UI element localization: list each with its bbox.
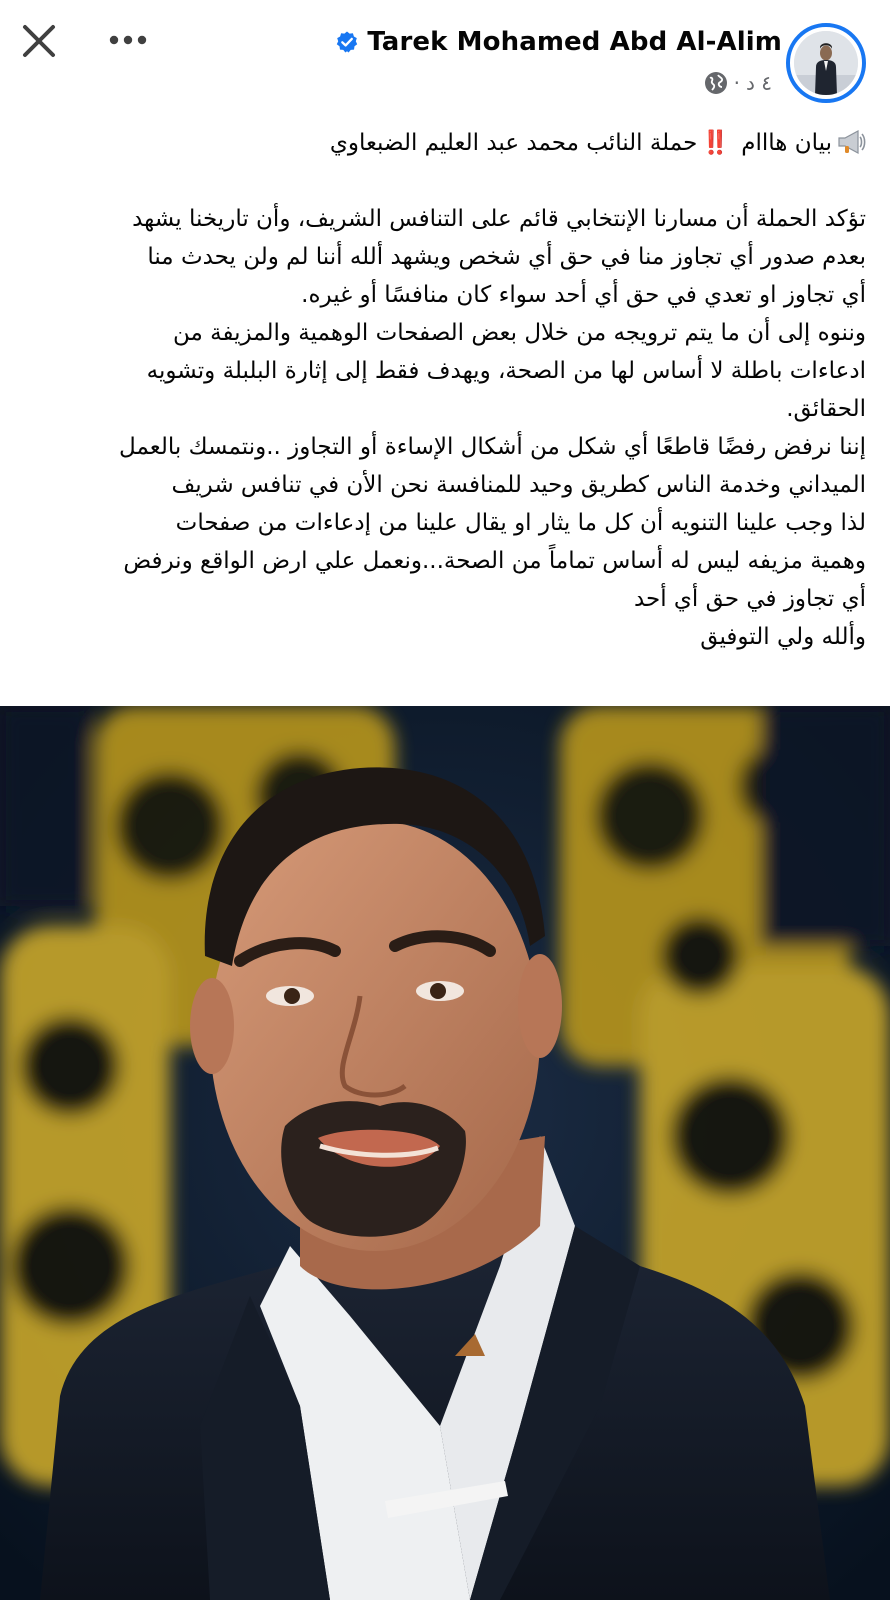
megaphone-icon bbox=[836, 128, 866, 156]
avatar-photo bbox=[794, 31, 858, 95]
globe-icon bbox=[704, 71, 728, 95]
post-line: أي تجاوز في حق أي أحد bbox=[633, 586, 866, 612]
post-body bbox=[22, 124, 866, 656]
close-button[interactable] bbox=[20, 22, 58, 60]
verified-badge-icon bbox=[335, 30, 359, 54]
post-line: إننا نرفض رفضًا قاطعًا أي شكل من أشكال الإساءة أو التجاوز ..ونتمسك بالعمل bbox=[119, 434, 866, 460]
post-line: ادعاءات باطلة لا أساس لها من الصحة، ويهدف فقط إلى إثارة البلبلة وتشويه bbox=[146, 358, 866, 384]
post-line: وهمية مزيفه ليس له أساس تماماً من الصحة...ونعمل علي ارض الواقع ونرفض bbox=[123, 548, 866, 574]
title-prefix: بيان هااام bbox=[741, 130, 832, 156]
post-meta bbox=[704, 68, 772, 98]
more-options-button[interactable] bbox=[108, 24, 152, 56]
post-line: وننوه إلى أن ما يتم ترويجه من خلال بعض الصفحات الوهمية والمزيفة من bbox=[172, 320, 866, 346]
close-icon bbox=[20, 22, 58, 60]
post-line: وألله ولي التوفيق bbox=[700, 624, 866, 650]
post-line: الحقائق. bbox=[786, 396, 866, 422]
title-rest: حملة النائب محمد عبد العليم الضبعاوي bbox=[329, 130, 698, 156]
author-name[interactable]: Tarek Mohamed Abd Al-Alim bbox=[367, 27, 782, 57]
avatar[interactable] bbox=[786, 23, 866, 103]
portrait-image bbox=[0, 706, 890, 1600]
post-line: تؤكد الحملة أن مسارنا الإنتخابي قائم على التنافس الشريف، وأن تاريخنا يشهد bbox=[132, 206, 866, 232]
post-line: الميداني وخدمة الناس كطريق وحيد للمنافسة نحن الأن في تنافس شريف bbox=[171, 472, 866, 498]
post-header bbox=[0, 0, 890, 120]
post-title bbox=[22, 124, 866, 162]
post-line: لذا وجب علينا التنويه أن كل ما يثار او يقال علينا من إدعاءات من صفحات bbox=[175, 510, 866, 536]
author-row bbox=[335, 22, 782, 62]
post-line: بعدم صدور أي تجاوز منا في حق أي شخص ويشهد ألله أننا لم ولن يحدث منا bbox=[147, 244, 866, 270]
more-dots-icon bbox=[108, 24, 152, 56]
post-line: أي تجاوز او تعدي في حق أي أحد سواء كان منافسًا أو غيره. bbox=[301, 282, 866, 308]
post-timestamp[interactable]: ٤ د bbox=[745, 71, 772, 95]
meta-separator: · bbox=[733, 71, 740, 95]
double-exclamation-icon: ‼️ bbox=[701, 130, 730, 156]
post-photo[interactable] bbox=[0, 706, 890, 1600]
